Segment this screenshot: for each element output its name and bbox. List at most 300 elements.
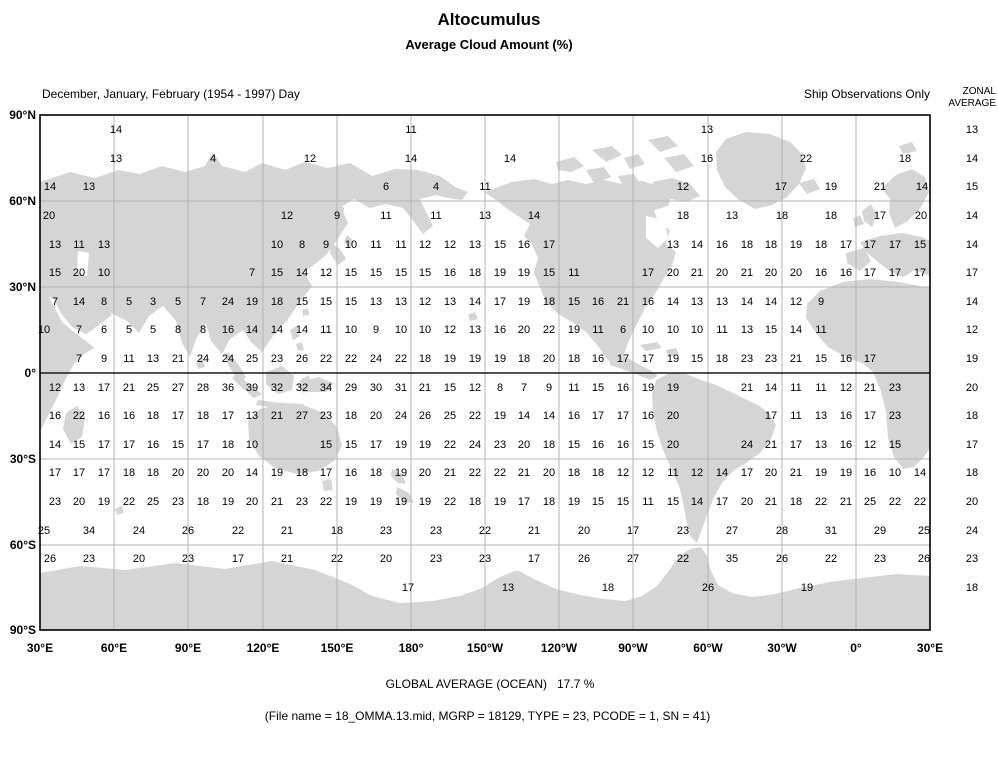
grid-value: 17 — [641, 267, 655, 279]
grid-value: 13 — [146, 353, 160, 365]
grid-value: 12 — [616, 467, 630, 479]
grid-value: 18 — [468, 267, 482, 279]
zonal-value: 14 — [965, 239, 979, 251]
grid-value: 23 — [171, 496, 185, 508]
grid-value: 9 — [817, 296, 825, 308]
grid-value: 23 — [740, 353, 754, 365]
grid-value: 14 — [270, 324, 284, 336]
grid-value: 18 — [369, 467, 383, 479]
grid-value: 18 — [567, 467, 581, 479]
grid-value: 20 — [196, 467, 210, 479]
grid-value: 20 — [379, 553, 393, 565]
grid-value: 18 — [824, 210, 838, 222]
zonal-value: 24 — [965, 525, 979, 537]
grid-value: 22 — [468, 410, 482, 422]
grid-value: 22 — [319, 496, 333, 508]
zonal-value: 17 — [965, 267, 979, 279]
grid-value: 27 — [626, 553, 640, 565]
grid-value: 15 — [48, 267, 62, 279]
grid-value: 7 — [75, 324, 83, 336]
grid-value: 11 — [790, 410, 802, 422]
grid-value: 24 — [221, 353, 235, 365]
grid-value: 20 — [715, 267, 729, 279]
grid-value: 25 — [863, 496, 877, 508]
grid-value: 11 — [790, 382, 802, 394]
grid-value: 22 — [443, 439, 457, 451]
grid-value: 24 — [221, 296, 235, 308]
grid-value: 17 — [97, 382, 111, 394]
grid-value: 16 — [443, 267, 457, 279]
grid-value: 16 — [591, 296, 605, 308]
grid-value: 10 — [270, 239, 284, 251]
grid-value: 22 — [330, 553, 344, 565]
grid-value: 23 — [270, 353, 284, 365]
grid-value: 16 — [814, 267, 828, 279]
grid-value: 14 — [764, 296, 778, 308]
grid-value: 10 — [641, 324, 655, 336]
grid-value: 16 — [715, 239, 729, 251]
grid-value: 22 — [122, 496, 136, 508]
grid-value: 19 — [245, 296, 259, 308]
grid-value: 27 — [295, 410, 309, 422]
land-south-america — [652, 373, 776, 543]
grid-value: 17 — [97, 467, 111, 479]
grid-value: 21 — [171, 353, 185, 365]
grid-value: 20 — [42, 210, 56, 222]
grid-value: 17 — [319, 467, 333, 479]
grid-value: 18 — [542, 496, 556, 508]
grid-value: 13 — [700, 124, 714, 136]
grid-value: 14 — [913, 467, 927, 479]
grid-value: 11 — [430, 210, 442, 222]
grid-value: 20 — [171, 467, 185, 479]
grid-value: 17 — [774, 181, 788, 193]
grid-value: 17 — [616, 353, 630, 365]
grid-value: 21 — [270, 410, 284, 422]
grid-value: 28 — [775, 525, 789, 537]
grid-value: 13 — [109, 153, 123, 165]
grid-value: 25 — [245, 353, 259, 365]
grid-value: 7 — [51, 296, 59, 308]
grid-value: 12 — [48, 382, 62, 394]
grid-value: 22 — [493, 467, 507, 479]
zonal-header-line1: ZONAL — [962, 86, 996, 97]
grid-value: 7 — [520, 382, 528, 394]
grid-value: 21 — [873, 181, 887, 193]
lat-tick-label: 90°N — [9, 108, 36, 122]
grid-value: 19 — [443, 353, 457, 365]
grid-value: 23 — [319, 410, 333, 422]
grid-value: 15 — [344, 296, 358, 308]
grid-value: 19 — [97, 496, 111, 508]
grid-value: 29 — [873, 525, 887, 537]
grid-value: 29 — [344, 382, 358, 394]
lon-tick-label: 60°W — [693, 641, 723, 655]
grid-value: 24 — [740, 439, 754, 451]
grid-value: 20 — [542, 353, 556, 365]
grid-value: 15 — [888, 439, 902, 451]
grid-value: 15 — [814, 353, 828, 365]
grid-value: 25 — [443, 410, 457, 422]
grid-value: 24 — [394, 410, 408, 422]
grid-value: 19 — [800, 582, 814, 594]
grid-value: 17 — [626, 525, 640, 537]
grid-value: 23 — [873, 553, 887, 565]
grid-value: 30 — [369, 382, 383, 394]
zonal-value: 14 — [965, 210, 979, 222]
grid-value: 16 — [616, 382, 630, 394]
grid-value: 10 — [97, 267, 111, 279]
grid-value: 18 — [814, 239, 828, 251]
grid-value: 15 — [690, 353, 704, 365]
grid-value: 14 — [740, 296, 754, 308]
grid-value: 15 — [591, 382, 605, 394]
grid-value: 9 — [372, 324, 380, 336]
grid-value: 9 — [100, 353, 108, 365]
grid-value: 13 — [740, 324, 754, 336]
grid-value: 14 — [48, 439, 62, 451]
grid-value: 19 — [641, 382, 655, 394]
grid-value: 17 — [97, 439, 111, 451]
grid-value: 5 — [125, 324, 133, 336]
grid-value: 18 — [196, 410, 210, 422]
global-average-label: GLOBAL AVERAGE (OCEAN) 17.7 % — [385, 677, 595, 691]
grid-value: 15 — [295, 296, 309, 308]
grid-value: 14 — [542, 410, 556, 422]
grid-value: 21 — [740, 382, 754, 394]
grid-value: 15 — [641, 439, 655, 451]
period-label: December, January, February (1954 - 1997) Day — [42, 87, 300, 101]
grid-value: 11 — [370, 239, 382, 251]
grid-value: 16 — [122, 410, 136, 422]
grid-value: 11 — [815, 382, 827, 394]
zonal-value: 14 — [965, 153, 979, 165]
grid-value: 11 — [479, 181, 491, 193]
grid-value: 25 — [146, 382, 160, 394]
grid-value: 21 — [280, 525, 294, 537]
grid-value: 10 — [888, 467, 902, 479]
grid-value: 26 — [701, 582, 715, 594]
grid-value: 11 — [73, 239, 85, 251]
lon-tick-label: 30°W — [767, 641, 797, 655]
grid-value: 32 — [295, 382, 309, 394]
grid-value: 13 — [666, 239, 680, 251]
grid-value: 18 — [567, 353, 581, 365]
grid-value: 39 — [245, 382, 259, 394]
grid-value: 17 — [888, 267, 902, 279]
grid-value: 17 — [369, 439, 383, 451]
grid-value: 10 — [344, 239, 358, 251]
grid-value: 19 — [418, 496, 432, 508]
grid-value: 16 — [616, 439, 630, 451]
grid-value: 17 — [493, 296, 507, 308]
grid-value: 16 — [493, 324, 507, 336]
grid-value: 15 — [319, 296, 333, 308]
grid-value: 20 — [914, 210, 928, 222]
grid-value: 23 — [82, 553, 96, 565]
grid-value: 19 — [270, 467, 284, 479]
grid-value: 18 — [196, 496, 210, 508]
grid-value: 31 — [394, 382, 408, 394]
grid-value: 12 — [418, 296, 432, 308]
grid-value: 32 — [270, 382, 284, 394]
grid-value: 15 — [344, 267, 358, 279]
grid-value: 14 — [295, 267, 309, 279]
grid-value: 18 — [676, 210, 690, 222]
grid-value: 17 — [764, 410, 778, 422]
grid-value: 18 — [898, 153, 912, 165]
grid-value: 22 — [676, 553, 690, 565]
grid-value: 19 — [814, 467, 828, 479]
grid-value: 19 — [567, 324, 581, 336]
grid-value: 19 — [517, 296, 531, 308]
grid-value: 19 — [221, 496, 235, 508]
grid-value: 13 — [443, 296, 457, 308]
zonal-header-line2: AVERAGE — [948, 98, 996, 109]
grid-value: 17 — [873, 210, 887, 222]
grid-value: 17 — [641, 353, 655, 365]
grid-value: 26 — [418, 410, 432, 422]
grid-value: 18 — [344, 410, 358, 422]
grid-value: 11 — [667, 467, 679, 479]
grid-value: 22 — [888, 496, 902, 508]
grid-value: 17 — [740, 467, 754, 479]
grid-value: 23 — [676, 525, 690, 537]
grid-value: 22 — [799, 153, 813, 165]
grid-value: 10 — [666, 324, 680, 336]
grid-value: 14 — [468, 296, 482, 308]
grid-value: 17 — [913, 267, 927, 279]
grid-value: 15 — [270, 267, 284, 279]
zonal-value: 18 — [965, 582, 979, 594]
grid-value: 18 — [591, 467, 605, 479]
grid-value: 21 — [280, 553, 294, 565]
grid-value: 19 — [394, 467, 408, 479]
grid-value: 16 — [700, 153, 714, 165]
grid-value: 11 — [395, 239, 407, 251]
grid-value: 5 — [149, 324, 157, 336]
grid-value: 20 — [740, 496, 754, 508]
grid-value: 22 — [542, 324, 556, 336]
grid-value: 12 — [443, 324, 457, 336]
grid-value: 18 — [146, 467, 160, 479]
grid-value: 17 — [171, 410, 185, 422]
grid-value: 19 — [394, 496, 408, 508]
grid-value: 8 — [298, 239, 306, 251]
grid-value: 17 — [542, 239, 556, 251]
grid-value: 11 — [815, 324, 827, 336]
grid-value: 13 — [82, 181, 96, 193]
grid-value: 14 — [245, 324, 259, 336]
grid-value: 21 — [839, 496, 853, 508]
grid-value: 19 — [394, 439, 408, 451]
grid-value: 13 — [468, 324, 482, 336]
grid-value: 12 — [839, 382, 853, 394]
grid-value: 12 — [468, 382, 482, 394]
grid-value: 9 — [333, 210, 341, 222]
grid-value: 14 — [72, 296, 86, 308]
grid-value: 17 — [789, 439, 803, 451]
grid-value: 22 — [344, 353, 358, 365]
grid-value: 11 — [405, 124, 417, 136]
grid-value: 18 — [740, 239, 754, 251]
grid-value: 9 — [322, 239, 330, 251]
grid-value: 16 — [863, 467, 877, 479]
lon-tick-label: 90°E — [174, 641, 202, 655]
grid-value: 22 — [478, 525, 492, 537]
grid-value: 11 — [592, 324, 604, 336]
grid-value: 5 — [174, 296, 182, 308]
grid-value: 15 — [394, 267, 408, 279]
grid-value: 17 — [863, 267, 877, 279]
grid-value: 22 — [72, 410, 86, 422]
grid-value: 23 — [48, 496, 62, 508]
grid-value: 17 — [72, 467, 86, 479]
grid-value: 4 — [209, 153, 217, 165]
grid-value: 10 — [344, 324, 358, 336]
grid-value: 14 — [690, 239, 704, 251]
grid-value: 17 — [863, 353, 877, 365]
grid-value: 36 — [221, 382, 235, 394]
grid-value: 23 — [295, 496, 309, 508]
grid-value: 35 — [725, 553, 739, 565]
grid-value: 20 — [764, 267, 778, 279]
grid-value: 26 — [295, 353, 309, 365]
grid-value: 9 — [545, 382, 553, 394]
grid-value: 17 — [196, 439, 210, 451]
grid-value: 22 — [394, 353, 408, 365]
grid-value: 20 — [132, 553, 146, 565]
grid-value: 13 — [468, 239, 482, 251]
grid-value: 6 — [100, 324, 108, 336]
grid-value: 14 — [690, 496, 704, 508]
grid-value: 20 — [764, 467, 778, 479]
grid-value: 23 — [888, 410, 902, 422]
grid-value: 11 — [380, 210, 392, 222]
lon-tick-label: 120°W — [540, 641, 578, 655]
grid-value: 17 — [888, 239, 902, 251]
grid-value: 24 — [468, 439, 482, 451]
grid-value: 12 — [443, 239, 457, 251]
grid-value: 20 — [517, 324, 531, 336]
page-title: Altocumulus — [437, 10, 541, 29]
grid-value: 12 — [280, 210, 294, 222]
grid-value: 20 — [221, 467, 235, 479]
grid-value: 14 — [109, 124, 123, 136]
grid-value: 13 — [97, 239, 111, 251]
grid-value: 15 — [616, 496, 630, 508]
zonal-value: 23 — [965, 553, 979, 565]
grid-value: 21 — [443, 467, 457, 479]
grid-value: 21 — [863, 382, 877, 394]
grid-value: 16 — [591, 353, 605, 365]
grid-value: 15 — [319, 439, 333, 451]
grid-value: 14 — [295, 324, 309, 336]
grid-value: 18 — [146, 410, 160, 422]
grid-value: 20 — [72, 496, 86, 508]
grid-value: 15 — [567, 296, 581, 308]
grid-value: 19 — [789, 239, 803, 251]
zonal-value: 18 — [965, 467, 979, 479]
grid-value: 17 — [527, 553, 541, 565]
grid-value: 6 — [619, 324, 627, 336]
grid-value: 23 — [429, 525, 443, 537]
zonal-value: 17 — [965, 439, 979, 451]
grid-value: 13 — [48, 239, 62, 251]
grid-value: 20 — [577, 525, 591, 537]
grid-value: 28 — [196, 382, 210, 394]
grid-value: 13 — [501, 582, 515, 594]
grid-value: 20 — [666, 439, 680, 451]
grid-value: 10 — [690, 324, 704, 336]
grid-value: 11 — [716, 324, 728, 336]
grid-value: 18 — [764, 239, 778, 251]
grid-value: 22 — [824, 553, 838, 565]
grid-value: 11 — [123, 353, 135, 365]
lon-tick-label: 30°E — [26, 641, 54, 655]
lon-tick-label: 30°E — [916, 641, 944, 655]
grid-value: 16 — [641, 410, 655, 422]
grid-value: 17 — [616, 410, 630, 422]
grid-value: 19 — [493, 353, 507, 365]
grid-value: 16 — [344, 467, 358, 479]
grid-value: 8 — [199, 324, 207, 336]
grid-value: 15 — [344, 439, 358, 451]
grid-value: 23 — [181, 553, 195, 565]
grid-value: 15 — [418, 267, 432, 279]
grid-value: 22 — [468, 467, 482, 479]
grid-value: 13 — [478, 210, 492, 222]
grid-value: 17 — [401, 582, 415, 594]
grid-value: 19 — [839, 467, 853, 479]
grid-value: 16 — [641, 296, 655, 308]
grid-value: 13 — [245, 410, 259, 422]
grid-value: 13 — [814, 439, 828, 451]
grid-value: 21 — [764, 496, 778, 508]
grid-value: 19 — [468, 353, 482, 365]
grid-value: 13 — [690, 296, 704, 308]
file-info-label: (File name = 18_OMMA.13.mid, MGRP = 18129, TYPE = 23, PCODE = 1, SN = 41) — [264, 709, 711, 723]
grid-value: 20 — [369, 410, 383, 422]
grid-value: 26 — [181, 525, 195, 537]
lon-tick-label: 150°E — [320, 641, 354, 655]
grid-value: 18 — [295, 467, 309, 479]
grid-value: 19 — [344, 496, 358, 508]
grid-value: 11 — [568, 267, 580, 279]
lat-tick-label: 30°N — [9, 280, 36, 294]
grid-value: 13 — [72, 382, 86, 394]
grid-value: 19 — [418, 439, 432, 451]
lon-tick-label: 150°W — [466, 641, 504, 655]
page-subtitle: Average Cloud Amount (%) — [405, 37, 573, 52]
grid-value: 20 — [666, 410, 680, 422]
grid-value: 19 — [567, 496, 581, 508]
grid-value: 25 — [146, 496, 160, 508]
grid-value: 14 — [764, 382, 778, 394]
grid-value: 12 — [641, 467, 655, 479]
grid-value: 11 — [320, 324, 332, 336]
grid-value: 26 — [917, 553, 931, 565]
grid-value: 18 — [418, 353, 432, 365]
grid-value: 17 — [221, 410, 235, 422]
grid-value: 21 — [418, 382, 432, 394]
grid-value: 26 — [43, 553, 57, 565]
grid-value: 7 — [75, 353, 83, 365]
grid-value: 13 — [369, 296, 383, 308]
grid-value: 13 — [394, 296, 408, 308]
grid-value: 12 — [676, 181, 690, 193]
grid-value: 34 — [82, 525, 96, 537]
